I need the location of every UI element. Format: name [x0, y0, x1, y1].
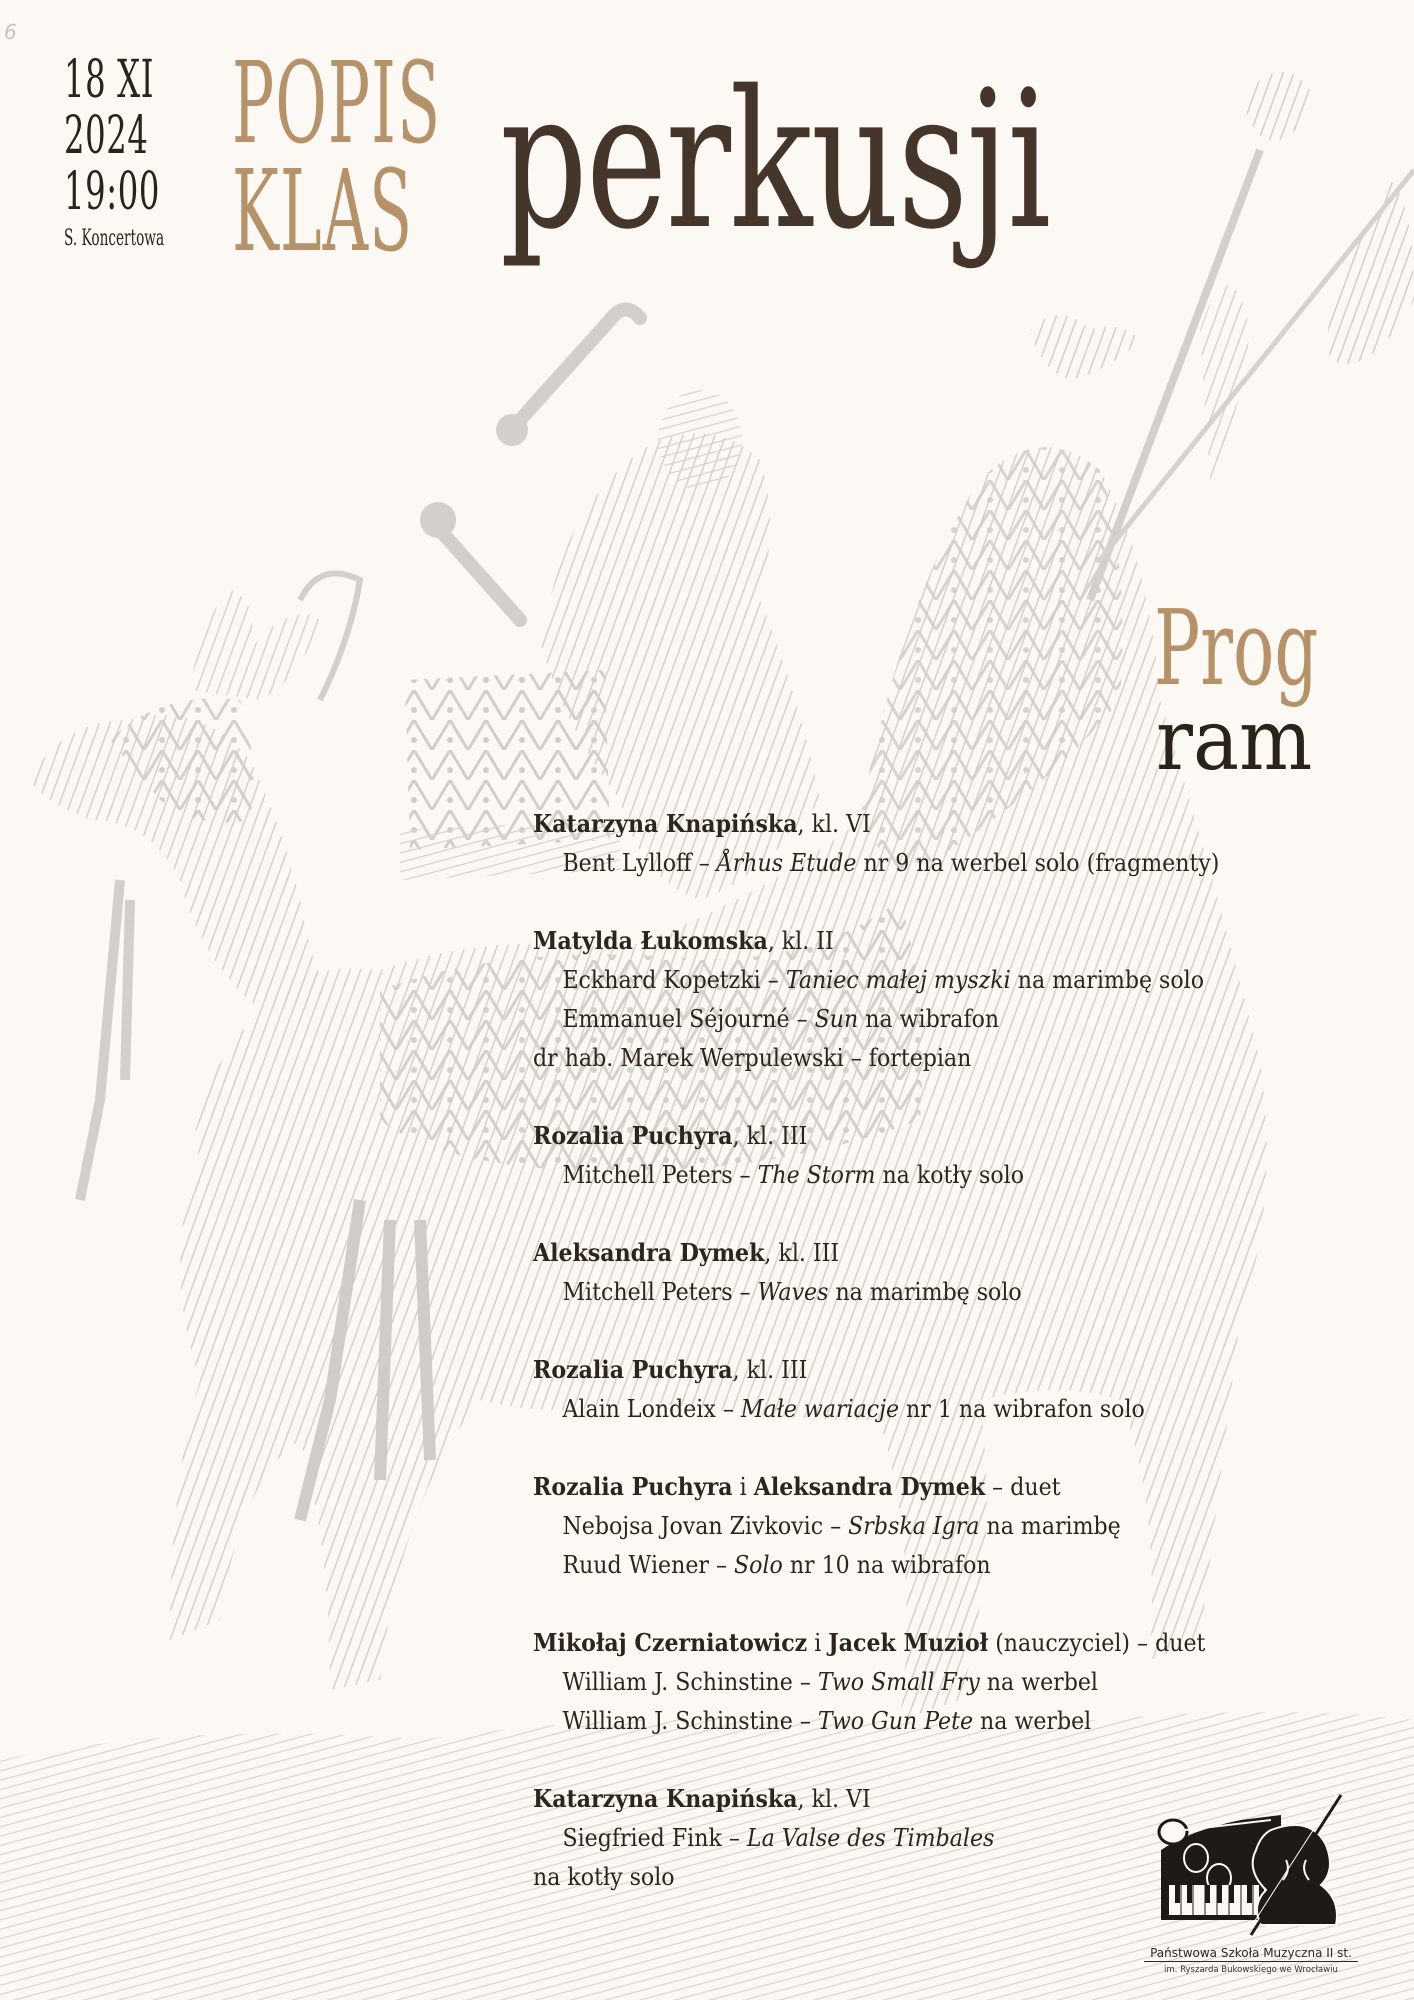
composer: Mitchell Peters –	[562, 1278, 758, 1306]
performer-name: Rozalia Puchyra	[533, 1355, 733, 1384]
music-school-logo-icon	[1151, 1790, 1351, 1940]
performer-line: Rozalia Puchyra i Aleksandra Dymek – duet	[533, 1472, 1061, 1501]
program-heading-bottom: ram	[1156, 691, 1313, 789]
school-patron: im. Ryszarda Bukowskiego we Wrocławiu	[1164, 1965, 1338, 1975]
event-date-block	[64, 52, 174, 252]
composer: Emmanuel Séjourné –	[562, 1005, 815, 1033]
program-entry	[533, 1623, 1373, 1741]
title-line-klas: KLAS	[232, 147, 414, 277]
piece-line: Ruud Wiener – Solo nr 10 na wibrafon	[562, 1551, 991, 1579]
piece-line: William J. Schinstine – Two Gun Pete na werbel	[562, 1707, 1092, 1735]
piece-title: Århus Etude	[716, 849, 857, 877]
composer: Alain Londeix –	[562, 1395, 741, 1423]
title-line-popis: POPIS	[232, 39, 442, 169]
performer-name: Matylda Łukomska	[533, 926, 768, 955]
title-main: perkusji	[500, 50, 1050, 271]
performer-line: Rozalia Puchyra, kl. III	[533, 1355, 808, 1384]
program-entry	[533, 921, 1373, 1078]
accompanist-line: dr hab. Marek Werpulewski – fortepian	[533, 1044, 972, 1072]
performer-line: Katarzyna Knapińska, kl. VI	[533, 809, 871, 838]
piece-title: Waves	[757, 1278, 829, 1306]
piece-line: Bent Lylloff – Århus Etude nr 9 na werbel solo (fragmenty)	[562, 849, 1220, 877]
event-day-month: 18 XI	[64, 50, 155, 110]
piece-title: La Valse des Timbales	[746, 1824, 995, 1852]
piece-title: Małe wariacje	[740, 1395, 900, 1423]
composer: William J. Schinstine –	[562, 1707, 818, 1735]
performer-name: Rozalia Puchyra	[533, 1121, 733, 1150]
school-logo	[1136, 1790, 1366, 1975]
piece-line: Emmanuel Séjourné – Sun na wibrafon	[562, 1005, 1000, 1033]
corner-mark: 6	[4, 20, 17, 44]
performer-name: Katarzyna Knapińska	[533, 809, 798, 838]
composer: Bent Lylloff –	[562, 849, 717, 877]
piece-line: Eckhard Kopetzki – Taniec małej myszki na marimbę solo	[562, 966, 1205, 994]
performer-line: Mikołaj Czerniatowicz i Jacek Muzioł (nauczyciel) – duet	[533, 1628, 1206, 1657]
composer: Nebojsa Jovan Zivkovic –	[562, 1512, 849, 1540]
composer: Mitchell Peters –	[562, 1161, 758, 1189]
piece-title: Sun	[814, 1005, 859, 1033]
piece-title: The Storm	[757, 1161, 876, 1189]
program-entry	[533, 1116, 1373, 1195]
performer-line: Aleksandra Dymek, kl. III	[533, 1238, 840, 1267]
performer-line: Matylda Łukomska, kl. II	[533, 926, 834, 955]
composer: William J. Schinstine –	[562, 1668, 818, 1696]
program-entry	[533, 1233, 1373, 1312]
program-heading-top: Prog	[1154, 587, 1319, 709]
performer-name: Rozalia Puchyra	[533, 1472, 733, 1501]
piece-line: Mitchell Peters – The Storm na kotły solo	[562, 1161, 1025, 1189]
program-entry	[533, 804, 1373, 883]
program-list	[533, 804, 1373, 1935]
piece-line: Mitchell Peters – Waves na marimbę solo	[562, 1278, 1022, 1306]
performer-name: Katarzyna Knapińska	[533, 1784, 798, 1813]
piece-line: Alain Londeix – Małe wariacje nr 1 na wibrafon solo	[562, 1395, 1145, 1423]
piece-title: Solo	[734, 1551, 783, 1579]
program-heading	[1154, 587, 1403, 789]
performer-line: Katarzyna Knapińska, kl. VI	[533, 1784, 871, 1813]
composer: Eckhard Kopetzki –	[562, 966, 786, 994]
performer-name: Jacek Muzioł	[828, 1628, 989, 1657]
piece-title: Two Gun Pete	[817, 1707, 974, 1735]
program-entry	[533, 1467, 1373, 1585]
event-venue: S. Koncertowa	[64, 226, 165, 251]
piece-title: Srbska Igra	[848, 1512, 980, 1540]
piece-continuation: na kotły solo	[533, 1863, 675, 1891]
program-entry	[533, 1350, 1373, 1429]
piece-line: Nebojsa Jovan Zivkovic – Srbska Igra na marimbę	[562, 1512, 1121, 1540]
piece-line: William J. Schinstine – Two Small Fry na werbel	[562, 1668, 1098, 1696]
piece-title: Two Small Fry	[817, 1668, 980, 1696]
event-year: 2024	[64, 106, 149, 166]
event-time: 19:00	[64, 162, 161, 222]
performer-name: Aleksandra Dymek	[753, 1472, 986, 1501]
performer-name: Aleksandra Dymek	[533, 1238, 765, 1267]
performer-line: Rozalia Puchyra, kl. III	[533, 1121, 808, 1150]
piece-title: Taniec małej myszki	[785, 966, 1011, 994]
composer: Ruud Wiener –	[562, 1551, 735, 1579]
school-name: Państwowa Szkoła Muzyczna II st.	[1144, 1946, 1358, 1962]
composer: Siegfried Fink –	[562, 1824, 747, 1852]
performer-name: Mikołaj Czerniatowicz	[533, 1628, 808, 1657]
